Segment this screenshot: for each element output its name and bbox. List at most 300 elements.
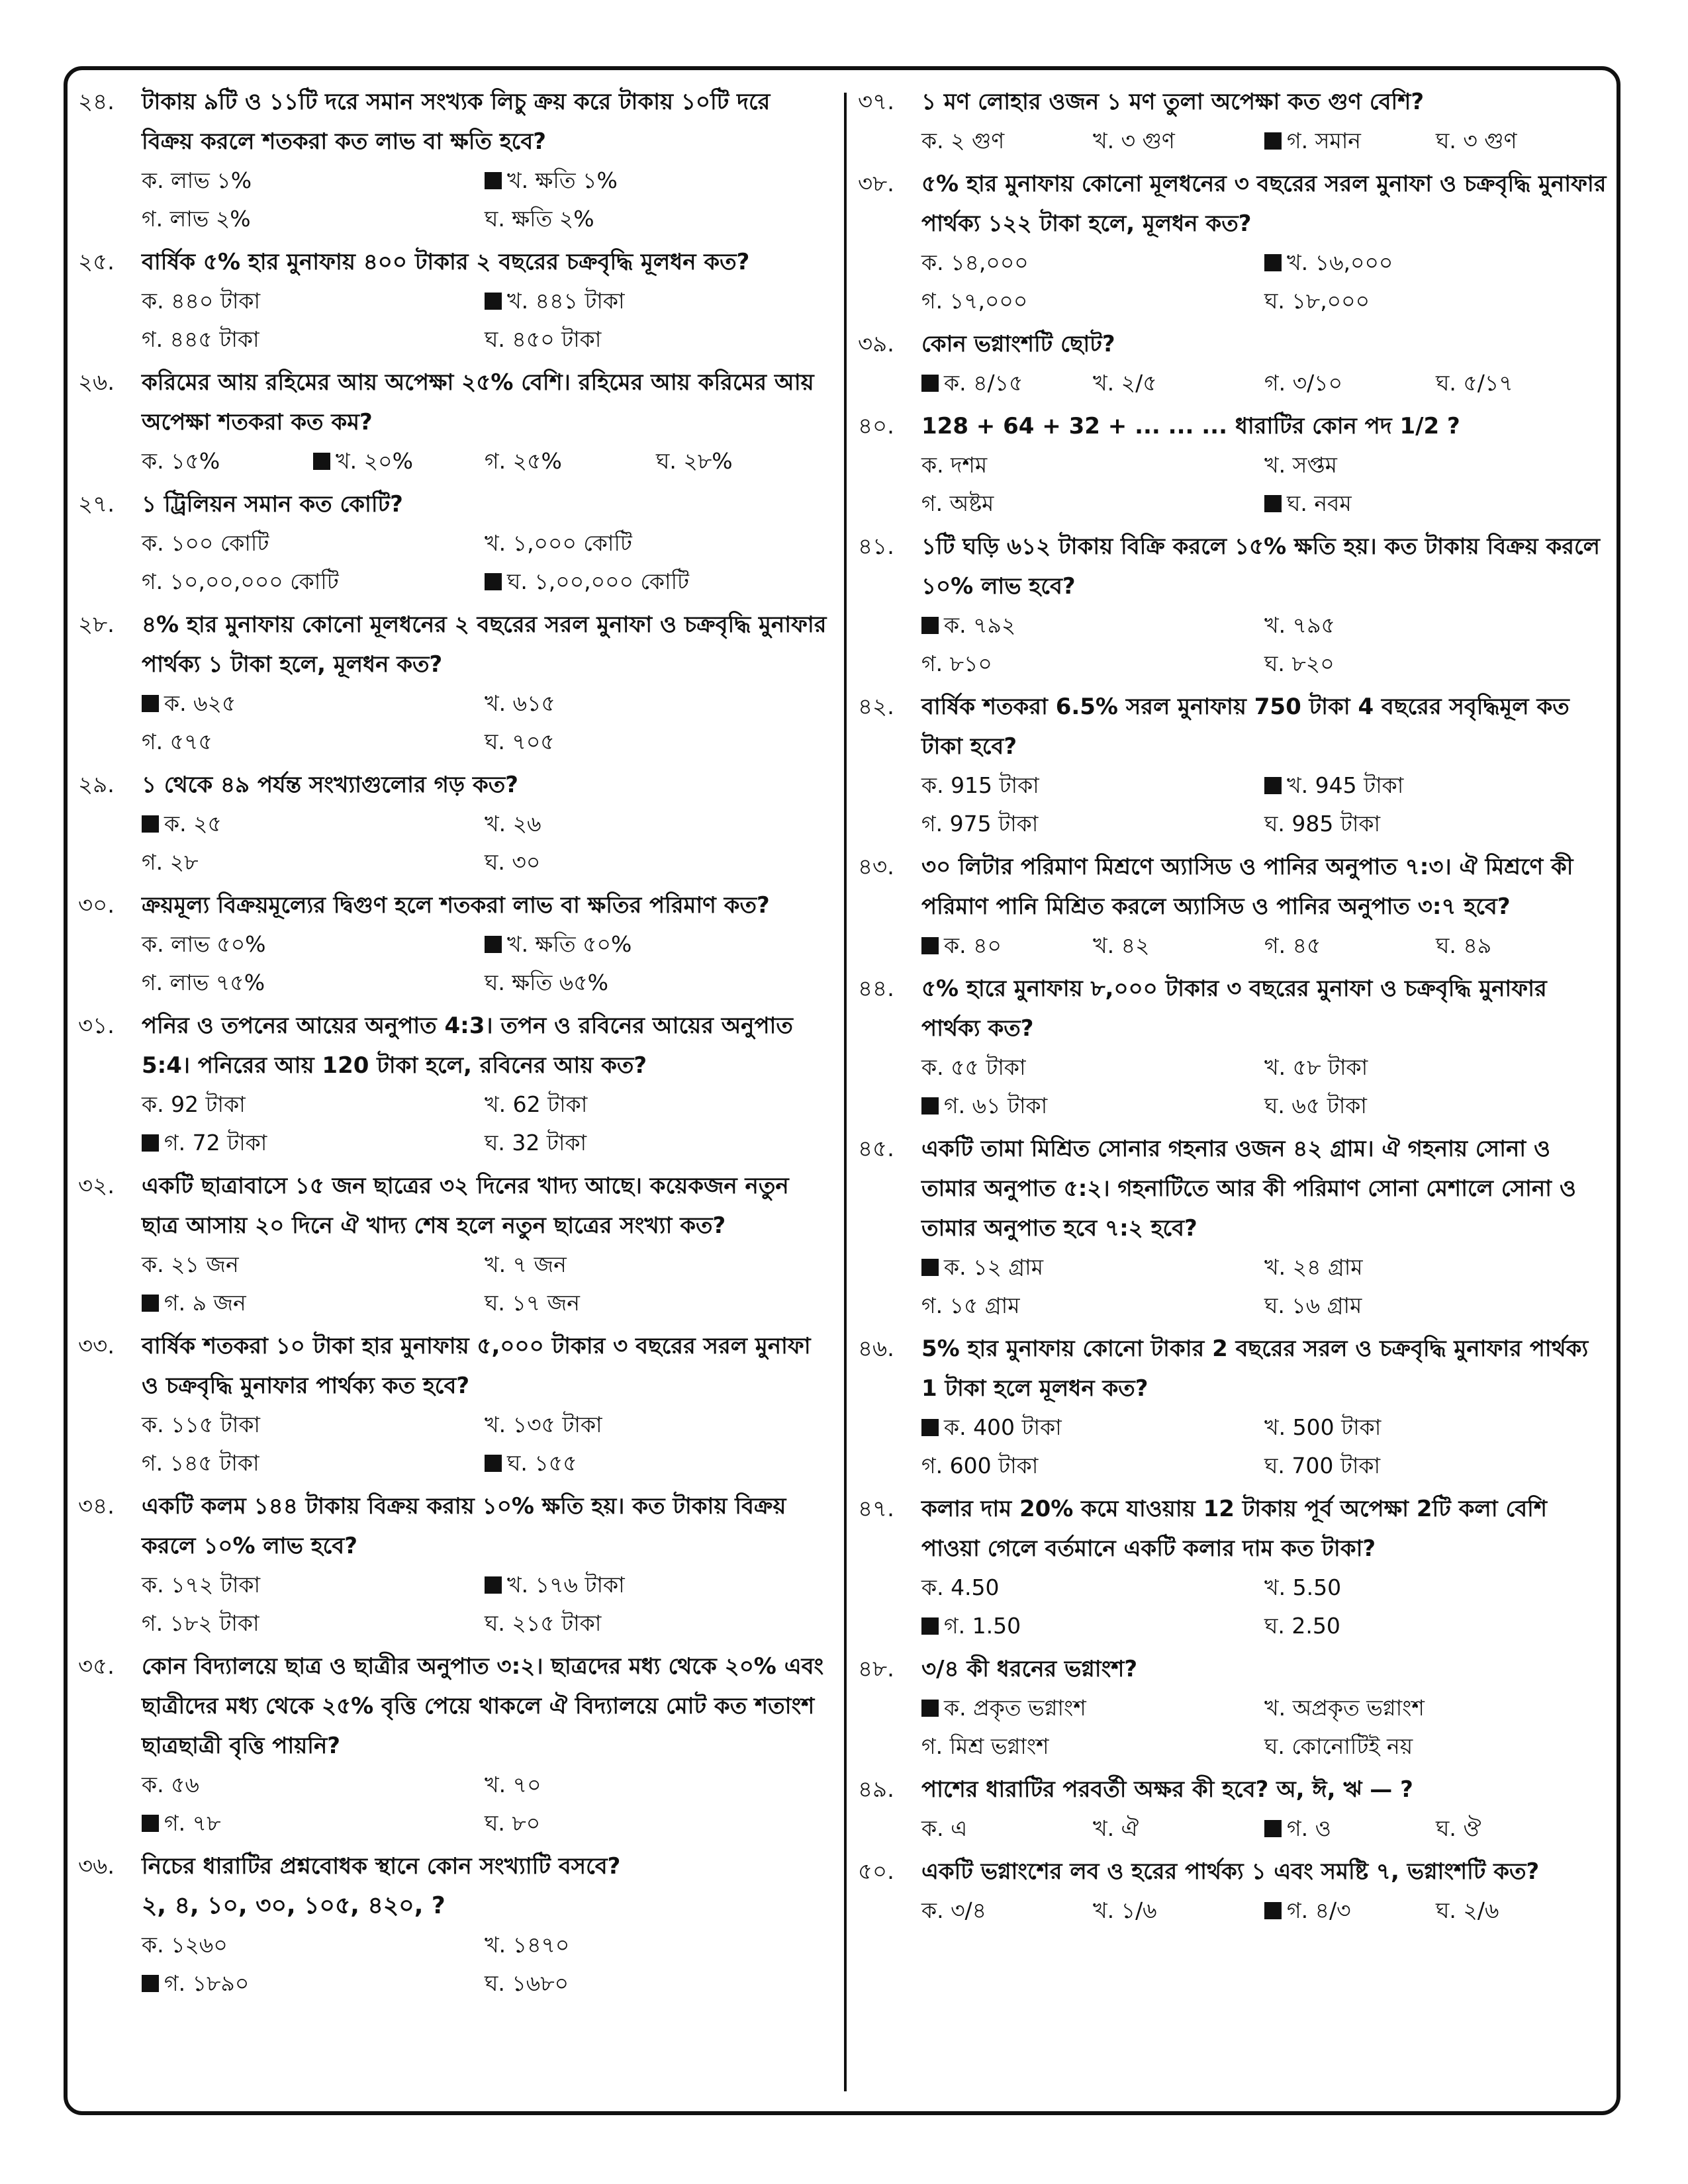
option-label: খ. ১৭৬ টাকা	[507, 1572, 625, 1598]
answer-option-marked	[142, 1284, 485, 1322]
option-label: গ. ৩/১০	[1264, 370, 1343, 396]
answer-mark-icon	[142, 815, 159, 833]
answer-option	[142, 964, 485, 1002]
question-line	[858, 847, 1607, 927]
answer-option-marked	[1264, 1891, 1436, 1930]
question-line	[858, 82, 1607, 122]
answer-option-marked	[921, 1087, 1264, 1125]
options-group	[858, 1048, 1607, 1125]
answer-option-marked	[1264, 766, 1607, 805]
question-line	[78, 765, 827, 805]
question-text: পাশের ধারাটির পরবর্তী অক্ষর কী হবে? অ, ঈ, ঋ — ?	[921, 1776, 1413, 1803]
option-label: ক. ৫৫ টাকা	[921, 1054, 1026, 1080]
answer-mark-icon	[921, 375, 939, 392]
answer-mark-icon	[921, 1700, 939, 1717]
question-line	[78, 1846, 827, 1886]
question-text: ৩/৪ কী ধরনের ভগ্নাংশ?	[921, 1656, 1138, 1682]
option-label: ঘ. ১,০০,০০০ কোটি	[507, 569, 689, 594]
question-number: ৪৫.	[858, 1136, 894, 1162]
options-group	[858, 364, 1607, 402]
option-label: ক. ১২ গ্রাম	[944, 1254, 1044, 1280]
question-line	[858, 164, 1607, 244]
question-text: ৫% হার মুনাফায় কোনো মূলধনের ৩ বছরের সরল মুনাফা ও চক্রবৃদ্ধি মুনাফার পার্থক্য ১২২ টাকা হলে, মূলধন কত?	[921, 171, 1607, 237]
question-number: ৩০.	[78, 892, 115, 919]
answer-option	[921, 122, 1093, 160]
question-text: নিচের ধারাটির প্রশ্নবোধক স্থানে কোন সংখ্যাটি বসবে?	[142, 1853, 621, 1880]
answer-option	[921, 1809, 1093, 1848]
answer-option	[142, 925, 485, 964]
option-label: ঘ. ২/৬	[1436, 1897, 1499, 1923]
question-item	[858, 1489, 1607, 1645]
answer-option-marked	[485, 282, 827, 320]
option-label: গ. ১৪৫ টাকা	[142, 1450, 259, 1476]
answer-mark-icon	[1264, 1902, 1282, 1919]
answer-option-marked	[921, 927, 1093, 965]
question-number: ২৪.	[78, 89, 115, 115]
question-item	[858, 1649, 1607, 1766]
question-text: একটি ভগ্নাংশের লব ও হরের পার্থক্য ১ এবং সমষ্টি ৭, ভগ্নাংশটি কত?	[921, 1858, 1540, 1885]
option-label: খ. ২০%	[336, 448, 413, 474]
answer-option	[921, 1569, 1264, 1607]
options-group	[78, 1566, 827, 1643]
options-group	[78, 161, 827, 238]
option-label: খ. ১৩৫ টাকা	[485, 1412, 602, 1437]
answer-option	[1436, 122, 1607, 160]
answer-option-marked	[921, 1408, 1264, 1447]
question-text: একটি তামা মিশ্রিত সোনার গহনার ওজন ৪২ গ্রাম। ঐ গহনায় সোনা ও তামার অনুপাত ৫:২। গহনাটিতে আর কী পরিমাণ সোনা মেশালে সোনা ও তামার অনুপাত হবে ৭:২ হবে?	[921, 1136, 1576, 1242]
option-label: ঘ. ১৬ গ্রাম	[1264, 1293, 1362, 1318]
answer-option	[485, 1604, 827, 1643]
option-label: গ. ৫৭৫	[142, 729, 212, 754]
option-label: ক. ৪/১৫	[944, 370, 1023, 396]
answer-option	[485, 1406, 827, 1444]
question-item	[858, 164, 1607, 320]
question-number: ৩৯.	[858, 331, 894, 357]
question-item	[858, 1770, 1607, 1848]
question-text: পনির ও তপনের আয়ের অনুপাত 4:3। তপন ও রবিনের আয়ের অনুপাত 5:4। পনিরের আয় 120 টাকা হলে, রবিনের আয় কত?	[142, 1013, 793, 1079]
question-number: ২৮.	[78, 612, 115, 638]
option-label: ঘ. 700 টাকা	[1264, 1453, 1381, 1479]
answer-option	[142, 524, 485, 563]
answer-option	[485, 843, 827, 882]
question-text: ১ থেকে ৪৯ পর্যন্ত সংখ্যাগুলোর গড় কত?	[142, 772, 518, 798]
answer-option	[485, 805, 827, 843]
option-label: ঘ. ঔ	[1436, 1815, 1481, 1841]
option-label: খ. ২৬	[485, 811, 541, 837]
answer-option	[1264, 927, 1436, 965]
option-label: ঘ. ৫/১৭	[1436, 370, 1513, 396]
question-number: ৩৬.	[78, 1853, 115, 1880]
question-line	[78, 1647, 827, 1766]
question-text: করিমের আয় রহিমের আয় অপেক্ষা ২৫% বেশি। রহিমের আয় করিমের আয় অপেক্ষা শতকরা কত কম?	[142, 369, 814, 435]
question-item	[78, 886, 827, 1002]
question-line	[78, 82, 827, 161]
answer-option	[1264, 1408, 1607, 1447]
options-group	[858, 122, 1607, 160]
option-label: গ. মিশ্র ভগ্নাংশ	[921, 1733, 1049, 1759]
options-group	[858, 606, 1607, 683]
answer-option	[142, 1604, 485, 1643]
answer-option-marked	[142, 805, 485, 843]
option-label: ঘ. ২৮%	[656, 448, 733, 474]
option-label: গ. সমান	[1287, 128, 1361, 154]
option-label: ঘ. ৬৫ টাকা	[1264, 1093, 1367, 1118]
option-label: খ. 500 টাকা	[1264, 1414, 1382, 1440]
question-text: টাকায় ৯টি ও ১১টি দরে সমান সংখ্যক লিচু ক্রয় করে টাকায় ১০টি দরে বিক্রয় করলে শতকরা কত লাভ বা ক্ষতি হবে?	[142, 89, 771, 155]
option-label: খ. 62 টাকা	[485, 1091, 588, 1117]
option-label: ঘ. ১৭ জন	[485, 1290, 580, 1316]
question-number: ৩১.	[78, 1013, 115, 1039]
question-text: ১ ট্রিলিয়ন সমান কত কোটি?	[142, 491, 403, 518]
answer-option	[1264, 446, 1607, 484]
question-item	[858, 969, 1607, 1125]
question-line	[858, 527, 1607, 606]
option-label: ক. ৩/৪	[921, 1897, 987, 1923]
answer-mark-icon	[1264, 254, 1282, 271]
answer-option	[142, 1566, 485, 1604]
answer-option	[142, 442, 313, 480]
options-group	[858, 244, 1607, 320]
option-label: ক. দশম	[921, 452, 988, 478]
question-text: ৩০ লিটার পরিমাণ মিশ্রণে অ্যাসিড ও পানির অনুপাত ৭:৩। ঐ মিশ্রণে কী পরিমাণ পানি মিশ্রিত করলে অ্যাসিড ও পানির অনুপাত ৩:৭ হবে?	[921, 854, 1573, 920]
option-label: গ. লাভ ২%	[142, 206, 251, 232]
question-text: ৪% হার মুনাফায় কোনো মূলধনের ২ বছরের সরল মুনাফা ও চক্রবৃদ্ধি মুনাফার পার্থক্য ১ টাকা হলে, মূলধন কত?	[142, 612, 827, 678]
question-line	[858, 1329, 1607, 1408]
question-line	[858, 1770, 1607, 1809]
option-label: ঘ. ২১৫ টাকা	[485, 1610, 602, 1636]
option-label: গ. ৪৪৫ টাকা	[142, 326, 259, 352]
option-label: ঘ. 985 টাকা	[1264, 811, 1381, 837]
answer-option	[142, 161, 485, 200]
answer-option	[485, 524, 827, 563]
answer-option-marked	[313, 442, 485, 480]
answer-option-marked	[485, 161, 827, 200]
option-label: গ. অষ্টম	[921, 490, 994, 516]
answer-mark-icon	[485, 1576, 502, 1594]
question-number: ৩৫.	[78, 1653, 115, 1680]
question-number: ৩৮.	[858, 171, 894, 197]
option-label: গ. ১৮৯০	[164, 1970, 250, 1996]
answer-option	[1264, 1689, 1607, 1727]
question-line	[858, 1649, 1607, 1689]
option-label: ঘ. ক্ষতি ৬৫%	[485, 970, 609, 995]
question-item	[78, 1486, 827, 1643]
option-label: খ. ২/৫	[1093, 370, 1157, 396]
answer-option	[1264, 606, 1607, 645]
answer-option	[485, 1085, 827, 1124]
options-group	[78, 1085, 827, 1162]
option-label: ঘ. ৭০৫	[485, 729, 555, 754]
question-item	[78, 1647, 827, 1843]
answer-option	[1264, 282, 1607, 320]
answer-option	[1436, 1891, 1607, 1930]
answer-option-marked	[485, 925, 827, 964]
option-label: খ. ১৬,০০০	[1287, 250, 1393, 275]
question-number: ৫০.	[858, 1858, 894, 1885]
answer-option	[485, 1766, 827, 1804]
option-label: গ. ৭৮	[164, 1810, 221, 1836]
question-item	[78, 82, 827, 238]
question-text: 5% হার মুনাফায় কোনো টাকার 2 বছরের সরল ও চক্রবৃদ্ধি মুনাফার পার্থক্য 1 টাকা হলে মূলধন কত?	[921, 1336, 1589, 1402]
option-label: খ. ৭৯৫	[1264, 612, 1335, 638]
answer-mark-icon	[142, 1134, 159, 1152]
answer-option	[1264, 1048, 1607, 1087]
question-text: একটি ছাত্রাবাসে ১৫ জন ছাত্রের ৩২ দিনের খাদ্য আছে। কয়েকজন নতুন ছাত্র আসায় ২০ দিনে ঐ খাদ্য শেষ হলে নতুন ছাত্রের সংখ্যা কত?	[142, 1173, 789, 1239]
option-label: গ. ৬১ টাকা	[944, 1093, 1048, 1118]
answer-mark-icon	[485, 936, 502, 953]
answer-option	[1264, 1287, 1607, 1325]
answer-option	[485, 1926, 827, 1964]
answer-mark-icon	[1264, 1820, 1282, 1837]
option-label: ঘ. ১৮,০০০	[1264, 288, 1370, 314]
options-group	[858, 1248, 1607, 1325]
option-label: খ. ৭০	[485, 1772, 541, 1797]
answer-option	[1093, 1809, 1264, 1848]
answer-option	[142, 1926, 485, 1964]
option-label: ক. ১৫%	[142, 448, 220, 474]
question-number: ৪৬.	[858, 1336, 894, 1362]
answer-option-marked	[142, 684, 485, 723]
option-label: ক. ১০০ কোটি	[142, 530, 269, 556]
question-item	[858, 1129, 1607, 1325]
answer-option	[1264, 1607, 1607, 1645]
question-number: ৪০.	[858, 413, 894, 439]
question-item	[858, 82, 1607, 160]
answer-mark-icon	[142, 695, 159, 712]
question-line	[78, 242, 827, 282]
answer-option-marked	[142, 1964, 485, 2003]
question-item	[858, 324, 1607, 402]
question-text: ১টি ঘড়ি ৬১২ টাকায় বিক্রি করলে ১৫% ক্ষতি হয়। কত টাকায় বিক্রয় করলে ১০% লাভ হবে?	[921, 533, 1600, 600]
option-label: ক. ৬২৫	[164, 690, 236, 716]
option-label: ঘ. কোনোটিই নয়	[1264, 1733, 1413, 1759]
answer-option	[485, 1124, 827, 1162]
options-group	[78, 282, 827, 359]
question-line	[858, 324, 1607, 364]
question-number: ৪৮.	[858, 1656, 894, 1682]
answer-option	[142, 1246, 485, 1284]
answer-option	[1093, 1891, 1264, 1930]
option-label: গ. ২৫%	[485, 448, 562, 474]
question-item	[78, 1326, 827, 1482]
answer-mark-icon	[142, 1975, 159, 1992]
answer-option	[1264, 805, 1607, 843]
column-divider	[844, 93, 847, 2091]
answer-option	[142, 282, 485, 320]
option-label: ক. ১২৬০	[142, 1932, 228, 1958]
question-text: বার্ষিক শতকরা 6.5% সরল মুনাফায় 750 টাকা 4 বছরের সবৃদ্ধিমূল কত টাকা হবে?	[921, 694, 1570, 760]
option-label: ঘ. 2.50	[1264, 1613, 1340, 1639]
option-label: ক. লাভ ১%	[142, 167, 252, 193]
answer-option	[485, 1964, 827, 2003]
question-number: ২৫.	[78, 249, 115, 275]
question-number: ৩৭.	[858, 89, 895, 115]
question-line	[858, 969, 1607, 1048]
option-label: গ. 600 টাকা	[921, 1453, 1039, 1479]
answer-mark-icon	[921, 1617, 939, 1635]
question-number: ২৬.	[78, 369, 115, 396]
answer-option	[142, 1766, 485, 1804]
answer-option	[1264, 1569, 1607, 1607]
options-group	[78, 1926, 827, 2003]
question-text: ক্রয়মূল্য বিক্রয়মূল্যের দ্বিগুণ হলে শতকরা লাভ বা ক্ষতির পরিমাণ কত?	[142, 892, 770, 919]
answer-option	[921, 446, 1264, 484]
option-label: গ. ২৮	[142, 849, 199, 875]
question-number: ৪৪.	[858, 976, 894, 1002]
answer-option-marked	[921, 606, 1264, 645]
option-label: গ. ১৮২ টাকা	[142, 1610, 259, 1636]
answer-option	[1264, 1248, 1607, 1287]
answer-mark-icon	[1264, 777, 1282, 794]
option-label: খ. ২৪ গ্রাম	[1264, 1254, 1363, 1280]
question-line	[78, 1326, 827, 1406]
answer-option	[921, 484, 1264, 523]
answer-option-marked	[921, 1607, 1264, 1645]
options-group	[78, 524, 827, 601]
answer-mark-icon	[142, 1815, 159, 1832]
question-text: 128 + 64 + 32 + ... ... ... ধারাটির কোন পদ 1/2 ?	[921, 413, 1460, 439]
answer-option	[485, 442, 656, 480]
options-group	[78, 925, 827, 1002]
answer-option	[142, 1085, 485, 1124]
question-line	[78, 605, 827, 684]
answer-option-marked	[485, 1566, 827, 1604]
answer-mark-icon	[921, 937, 939, 954]
option-label: ক. 400 টাকা	[944, 1414, 1062, 1440]
answer-option	[142, 1444, 485, 1482]
question-line	[78, 363, 827, 442]
question-line	[78, 1006, 827, 1085]
left-column	[78, 82, 827, 2007]
answer-option-marked	[142, 1804, 485, 1843]
options-group	[78, 805, 827, 882]
option-label: খ. ক্ষতি ৫০%	[507, 931, 632, 957]
question-item	[858, 527, 1607, 683]
answer-option	[1436, 1809, 1607, 1848]
option-label: খ. ৪৪১ টাকা	[507, 288, 625, 314]
option-label: গ. ও	[1287, 1815, 1331, 1841]
question-number: ৩৪.	[78, 1493, 115, 1520]
answer-option	[1436, 364, 1607, 402]
answer-option	[142, 843, 485, 882]
option-label: ক. 4.50	[921, 1574, 1000, 1600]
option-label: গ. লাভ ৭৫%	[142, 970, 265, 995]
option-label: ক. ২ গুণ	[921, 128, 1005, 154]
option-label: গ. 72 টাকা	[164, 1130, 267, 1156]
question-number: ৪১.	[858, 533, 894, 560]
question-item	[78, 1846, 827, 2003]
question-number: ৪৭.	[858, 1496, 894, 1522]
answer-option	[921, 1048, 1264, 1087]
right-column	[858, 82, 1607, 1934]
option-label: গ. ৮১০	[921, 651, 992, 676]
number-sequence: ২, ৪, ১০, ৩০, ১০৫, ৪২০, ?	[142, 1892, 445, 1919]
answer-option	[1264, 1447, 1607, 1485]
option-label: ক. 915 টাকা	[921, 772, 1039, 798]
answer-mark-icon	[485, 1455, 502, 1472]
answer-option	[485, 200, 827, 238]
answer-option	[921, 645, 1264, 683]
option-label: ঘ. ৩ গুণ	[1436, 128, 1517, 154]
answer-option	[656, 442, 827, 480]
question-item	[78, 605, 827, 761]
option-label: গ. ৪৫	[1264, 933, 1321, 958]
answer-option	[485, 964, 827, 1002]
question-item	[858, 687, 1607, 843]
question-line	[858, 687, 1607, 766]
options-group	[858, 1891, 1607, 1930]
answer-option	[1093, 364, 1264, 402]
option-label: ঘ. ৮০	[485, 1810, 541, 1836]
option-label: খ. ৬১৫	[485, 690, 555, 716]
answer-option	[1264, 1087, 1607, 1125]
options-group	[858, 1689, 1607, 1766]
answer-option	[921, 282, 1264, 320]
answer-option	[921, 805, 1264, 843]
options-group	[78, 1246, 827, 1322]
question-item	[858, 406, 1607, 523]
option-label: গ. 1.50	[944, 1613, 1021, 1639]
options-group	[858, 927, 1607, 965]
option-label: ঘ. ১৫৫	[507, 1450, 577, 1476]
options-group	[78, 684, 827, 761]
option-label: ঘ. ৪৯	[1436, 933, 1492, 958]
option-label: ক. লাভ ৫০%	[142, 931, 266, 957]
question-number: ২৯.	[78, 772, 115, 798]
option-label: ঘ. ১৬৮০	[485, 1970, 569, 1996]
option-label: ক. ৪৪০ টাকা	[142, 288, 261, 314]
options-group	[858, 1569, 1607, 1645]
option-label: খ. ৫৮ টাকা	[1264, 1054, 1368, 1080]
answer-option-marked	[1264, 122, 1436, 160]
answer-option	[1093, 122, 1264, 160]
answer-option	[921, 766, 1264, 805]
option-label: ক. ১১৫ টাকা	[142, 1412, 261, 1437]
answer-option	[142, 1406, 485, 1444]
option-label: খ. ক্ষতি ১%	[507, 167, 618, 193]
question-line	[78, 484, 827, 524]
answer-option	[142, 320, 485, 359]
question-item	[78, 1006, 827, 1162]
answer-option-marked	[1264, 244, 1607, 282]
option-label: ক. ২৫	[164, 811, 222, 837]
answer-mark-icon	[921, 1419, 939, 1436]
question-text: ৫% হারে মুনাফায় ৮,০০০ টাকার ৩ বছরের মুনাফা ও চক্রবৃদ্ধি মুনাফার পার্থক্য কত?	[921, 976, 1547, 1042]
question-line	[858, 1852, 1607, 1891]
answer-option	[921, 1727, 1264, 1766]
answer-option	[485, 1246, 827, 1284]
option-label: খ. ১/৬	[1093, 1897, 1157, 1923]
question-number: ২৭.	[78, 491, 115, 518]
question-item	[858, 847, 1607, 965]
question-number: ৪৯.	[858, 1776, 894, 1803]
option-label: গ. ৪/৩	[1287, 1897, 1351, 1923]
question-text: বার্ষিক শতকরা ১০ টাকা হার মুনাফায় ৫,০০০ টাকার ৩ বছরের সরল মুনাফা ও চক্রবৃদ্ধি মুনাফার পার্থক্য কত হবে?	[142, 1333, 811, 1399]
answer-option-marked	[921, 364, 1093, 402]
option-label: ঘ. ৩০	[485, 849, 541, 875]
question-text: একটি কলম ১৪৪ টাকায় বিক্রয় করায় ১০% ক্ষতি হয়। কত টাকায় বিক্রয় করলে ১০% লাভ হবে?	[142, 1493, 786, 1559]
option-label: খ. ৩ গুণ	[1093, 128, 1175, 154]
answer-option	[485, 320, 827, 359]
question-item	[78, 242, 827, 359]
answer-mark-icon	[485, 293, 502, 310]
answer-option-marked	[485, 1444, 827, 1482]
option-label: গ. ১৫ গ্রাম	[921, 1293, 1020, 1318]
option-label: খ. ১৪৭০	[485, 1932, 570, 1958]
answer-mark-icon	[485, 573, 502, 590]
answer-option-marked	[921, 1248, 1264, 1287]
answer-mark-icon	[313, 453, 330, 470]
